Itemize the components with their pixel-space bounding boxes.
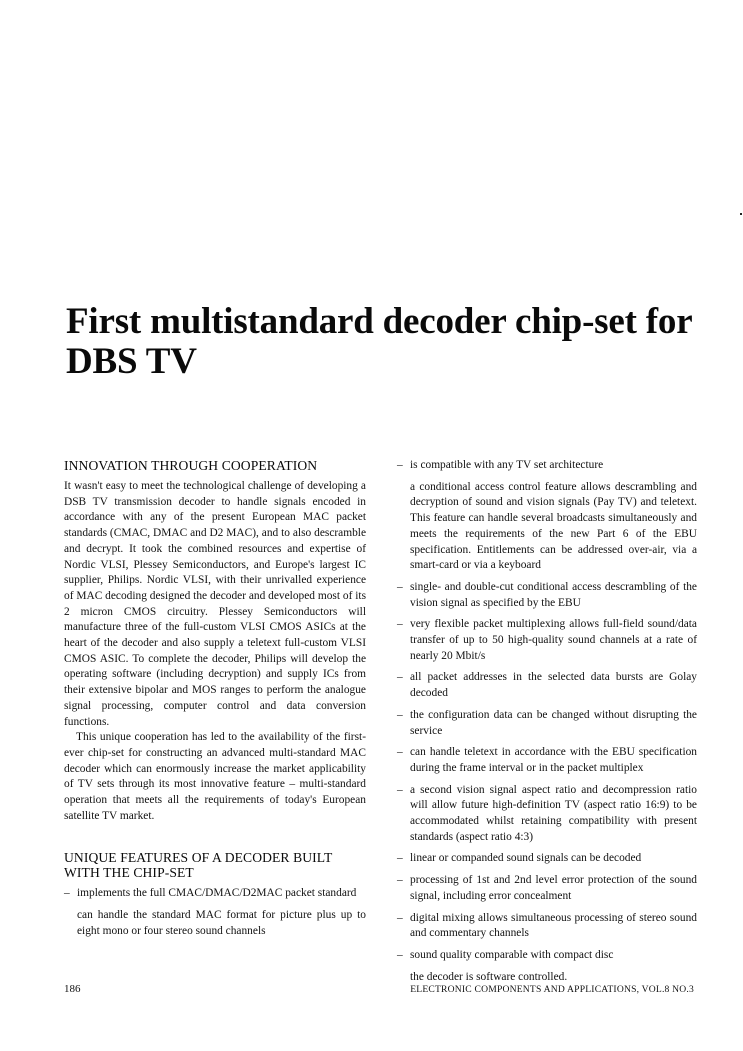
- list-item-text: the configuration data can be changed without disrupting the service: [410, 708, 697, 737]
- dash-bullet: –: [397, 852, 403, 865]
- article-title: First multistandard decoder chip-set for DBS TV: [66, 301, 692, 382]
- list-item: [397, 580, 697, 611]
- list-item-text: is compatible with any TV set architecture: [410, 459, 604, 471]
- list-item-text: digital mixing allows simultaneous processing of stereo sound and commentary channels: [410, 911, 697, 940]
- running-footer: ELECTRONIC COMPONENTS AND APPLICATIONS, VOL.8 NO.3: [410, 984, 694, 995]
- list-item: [397, 670, 697, 701]
- list-item-text: processing of 1st and 2nd level error protection of the sound signal, including error concealment: [410, 874, 697, 902]
- list-item-text: can handle teletext in accordance with the EBU specification during the frame interval or in the packet multiplex: [410, 746, 697, 774]
- list-item: [397, 708, 697, 739]
- paragraph: It wasn't easy to meet the technological challenge of developing a DSB TV transmission decoder to handle signals encoded in accordance with any of the present European MAC packet standards (CMAC, DMAC and D2 MAC), and to also descramble and decrypt. It took the combined resources and expertise of Nordic VLSI, Plessey Semiconductors, and Europe's largest IC supplier, Philips. Nordic VLSI, with their unrivalled experience of MAC decoding designed the decoder and developed most of its 2 micron CMOS circuitry. Plessey Semiconductors will manufacture three of the full-custom VLSI CMOS ASICs at the heart of the decoder and also supply a teletext full-custom VLSI CMOS ASIC. To complete the decoder, Philips will develop the operating software (including decryption) and supply ICs from their extensive bipolar and MOS ranges to perform the analogue signal processing, computer control and data conversion functions.: [64, 480, 366, 728]
- section-heading-features: UNIQUE FEATURES OF A DECODER BUILT WITH THE CHIP-SET: [64, 850, 333, 881]
- list-item-text: single- and double-cut conditional access descrambling of the vision signal as specified by the EBU: [410, 580, 697, 609]
- dash-bullet: –: [397, 671, 403, 684]
- left-column: [64, 458, 366, 946]
- list-item-text: all packet addresses in the selected data bursts are Golay decoded: [410, 671, 697, 700]
- list-item: [397, 873, 697, 904]
- list-item: [397, 617, 697, 664]
- list-item-text: implements the full CMAC/DMAC/D2MAC packet standard: [77, 887, 357, 900]
- dash-bullet: –: [397, 580, 403, 593]
- section-heading-innovation: INNOVATION THROUGH COOPERATION: [64, 458, 318, 473]
- list-item: [397, 480, 697, 574]
- dash-bullet: –: [397, 618, 403, 631]
- list-item-text: can handle the standard MAC format for picture plus up to eight mono or four stereo sound channels: [77, 909, 366, 937]
- list-item: [64, 886, 366, 902]
- feature-list-right: [397, 458, 697, 985]
- list-item-text: linear or companded sound signals can be decoded: [410, 852, 642, 865]
- dash-bullet: –: [397, 783, 403, 796]
- list-item-text: a conditional access control feature allows descrambling and decryption of sound and vision signals (Pay TV) and teletext. This feature can handle several broadcasts simultaneously and meets the requirements of the new Part 6 of the EBU specification. Entitlements can be addressed over-air, via a smart-card or via a keyboard: [410, 480, 697, 572]
- list-item: [64, 908, 366, 939]
- dash-bullet: –: [397, 746, 403, 759]
- dash-bullet: –: [397, 708, 403, 721]
- right-column: [397, 458, 697, 991]
- list-item-text: sound quality comparable with compact disc: [410, 948, 614, 961]
- feature-list-left: [64, 886, 366, 939]
- list-item: [397, 783, 697, 846]
- dash-bullet: –: [397, 948, 403, 961]
- dash-bullet: –: [64, 887, 70, 900]
- dash-bullet: –: [397, 459, 403, 471]
- dash-bullet: –: [397, 874, 403, 887]
- list-item: [397, 745, 697, 776]
- list-item-text: very flexible packet multiplexing allows full-field sound/data transfer of up to 50 high-quality sound channels at a rate of nearly 20 Mbit/s: [410, 618, 697, 662]
- list-item-text: a second vision signal aspect ratio and decompression ratio will allow future high-definition TV (aspect ratio 16:9) to be accommodated whilst retaining compatibility with present standards (aspect ratio 4:3): [410, 783, 697, 843]
- list-item: [397, 948, 697, 964]
- scan-speck: [740, 213, 742, 215]
- list-item-text: the decoder is software controlled.: [410, 970, 568, 983]
- list-item: [397, 911, 697, 942]
- paragraph: This unique cooperation has led to the availability of the first-ever chip-set for constructing an advanced multi-standard MAC decoder which can enormously increase the market applicability of TV sets through its most innovative feature – multi-standard operation that meets all the requirements of today's European satellite TV market.: [64, 731, 366, 822]
- list-item: [397, 458, 697, 474]
- page-number: 186: [64, 983, 81, 995]
- dash-bullet: –: [397, 911, 403, 924]
- list-item: [397, 851, 697, 867]
